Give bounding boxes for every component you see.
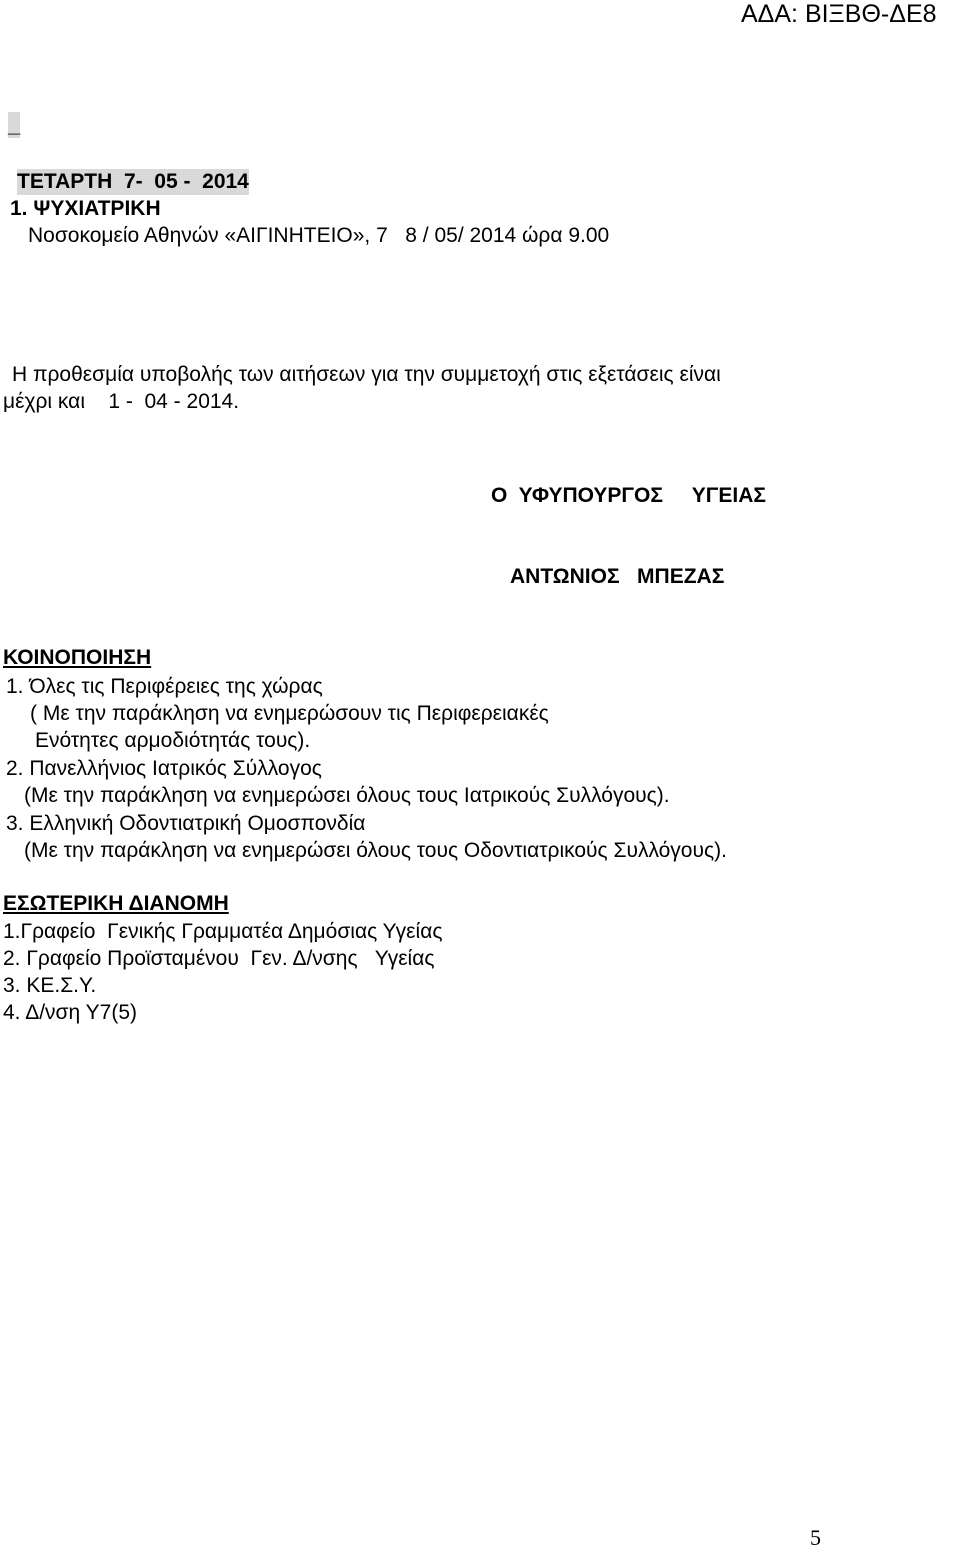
page-number: 5	[810, 1525, 821, 1550]
highlight-marker: _	[8, 112, 21, 137]
deadline-line-2: μέχρι και 1 - 04 - 2014.	[3, 390, 240, 413]
ada-code: ΑΔΑ: ΒΙΞΒΘ-ΔΕ8	[741, 0, 937, 28]
notification-line: (Με την παράκληση να ενημερώσει όλους τους Οδοντιατρικούς Συλλόγους).	[24, 839, 727, 862]
notification-line: 1. Όλες τις Περιφέρειες της χώρας	[6, 675, 323, 698]
signature-name: ΑΝΤΩΝΙΟΣ ΜΠΕΖΑΣ	[510, 565, 725, 588]
notification-line: 2. Πανελλήνιος Ιατρικός Σύλλογος	[6, 757, 322, 780]
internal-distribution-line: 2. Γραφείο Προϊσταμένου Γεν. Δ/νσης Υγείας	[3, 947, 435, 970]
internal-distribution-line: 1.Γραφείο Γενικής Γραμματέα Δημόσιας Υγείας	[3, 920, 443, 943]
notification-line: ( Με την παράκληση να ενημερώσουν τις Περιφερειακές	[30, 702, 549, 725]
notification-heading: ΚΟΙΝΟΠΟΙΗΣΗ	[3, 646, 152, 669]
notification-line: (Με την παράκληση να ενημερώσει όλους τους Ιατρικούς Συλλόγους).	[24, 784, 670, 807]
internal-distribution-heading: ΕΣΩΤΕΡΙΚΗ ΔΙΑΝΟΜΗ	[3, 892, 229, 915]
exam-location: Νοσοκομείο Αθηνών «ΑΙΓΙΝΗΤΕΙΟ», 7 8 / 05/ 2014 ώρα 9.00	[28, 224, 610, 247]
deadline-line-1: Η προθεσμία υποβολής των αιτήσεων για την συμμετοχή στις εξετάσεις είναι	[12, 363, 721, 386]
notification-line: Ενότητες αρμοδιότητάς τους).	[35, 729, 311, 752]
signature-title: Ο ΥΦΥΠΟΥΡΓΟΣ ΥΓΕΙΑΣ	[491, 484, 767, 507]
exam-date: ΤΕΤΑΡΤΗ 7- 05 - 2014	[17, 170, 249, 193]
notification-line: 3. Ελληνική Οδοντιατρική Ομοσπονδία	[6, 812, 366, 835]
internal-distribution-line: 3. ΚΕ.Σ.Υ.	[3, 974, 97, 997]
exam-specialty: 1. ΨΥΧΙΑΤΡΙΚΗ	[10, 197, 161, 220]
internal-distribution-line: 4. Δ/νση Υ7(5)	[3, 1001, 137, 1024]
